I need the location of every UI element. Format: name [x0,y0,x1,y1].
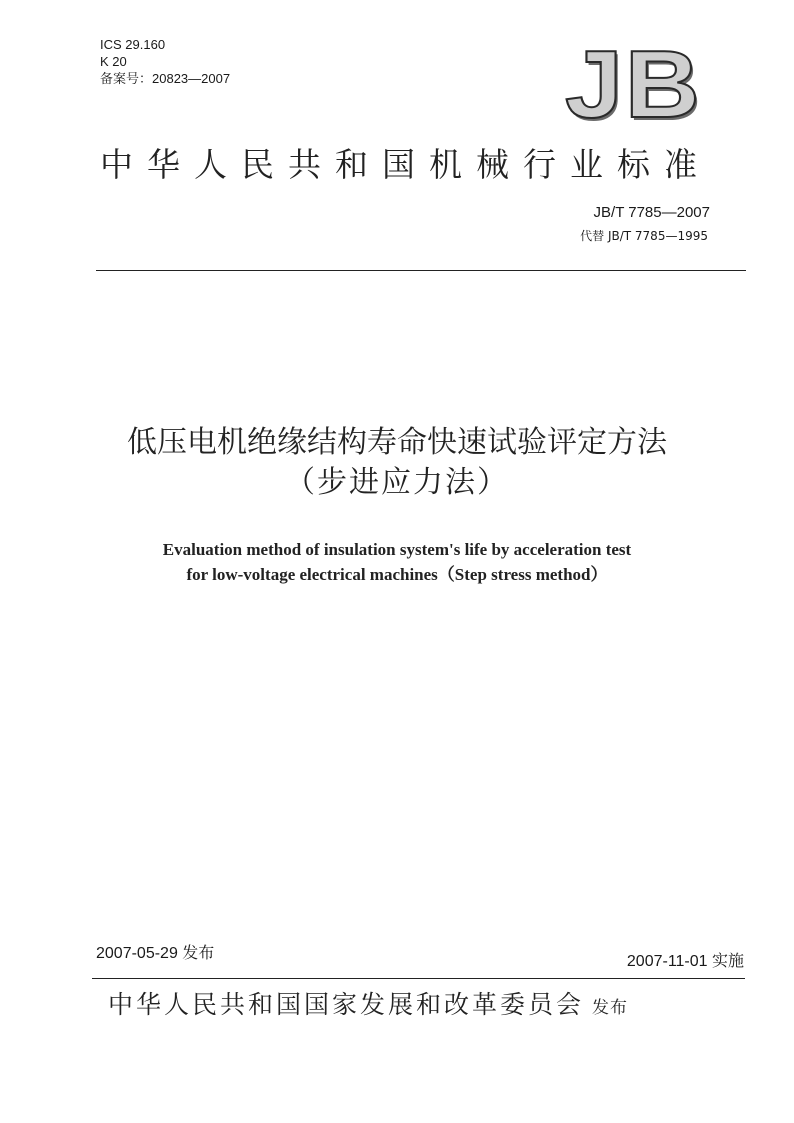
issuing-authority [108,988,628,1025]
footer-divider [92,978,745,979]
replaced-standard: 代替 JB/T 7785—1995 [580,229,708,243]
jb-logo: JB [565,31,702,138]
issue-date: 2007-05-29 发布 [96,945,215,962]
record-number: 备案号：20823—2007 [100,71,231,86]
chinese-title-line-1: 低压电机绝缘结构寿命快速试验评定方法 [127,425,667,460]
industry-standard-title: 中华人民共和国机械行业标准 [100,145,711,184]
english-title-line-2: for low-voltage electrical machines（Step stress method） [186,565,608,584]
issuer-name: 中华人民共和国国家发展和改革委员会 [108,990,585,1019]
ics-code: ICS 29.160 [100,37,166,52]
english-title-line-1: Evaluation method of insulation system's life by acceleration test [162,540,632,559]
standard-number: JB/T 7785—2007 [593,204,710,221]
chinese-title-line-2: （步进应力法） [285,465,509,500]
implementation-date: 2007-11-01 实施 [626,953,744,970]
classification-code: K 20 [100,54,127,69]
header-divider [96,270,746,271]
issuer-suffix: 发布 [592,998,629,1018]
